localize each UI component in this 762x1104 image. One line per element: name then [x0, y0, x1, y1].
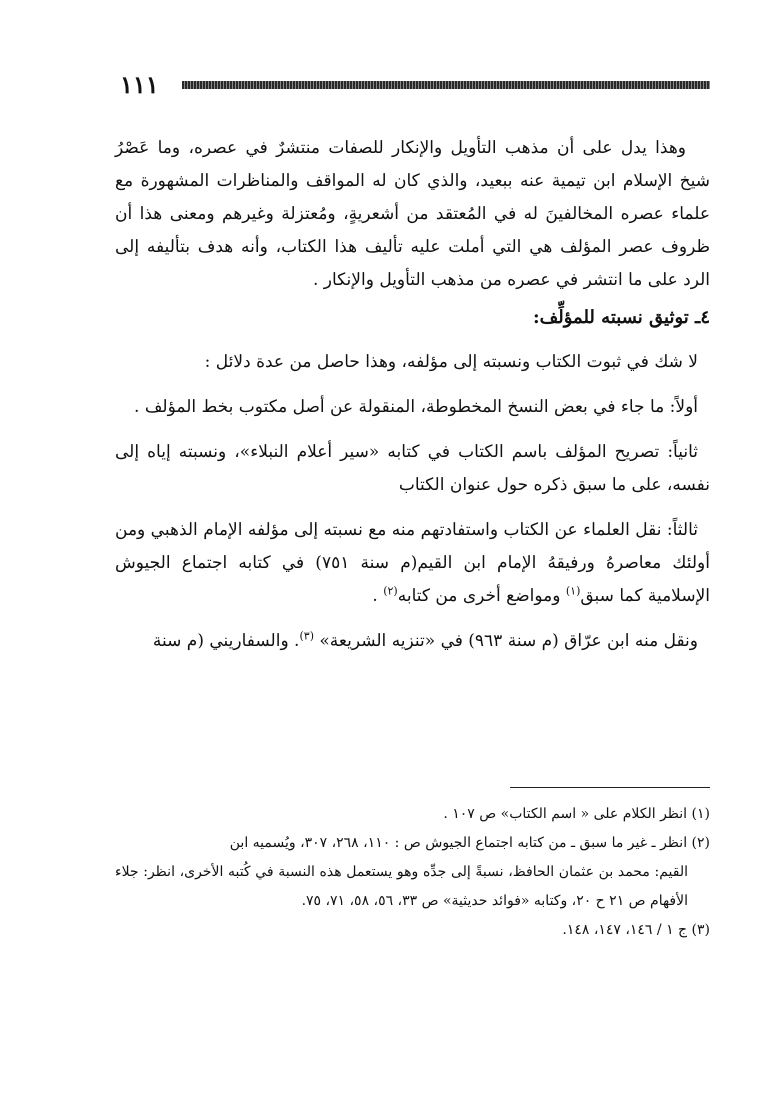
second-label: ثانياً: [667, 442, 698, 462]
paragraph-evidence-intro: لا شك في ثبوت الكتاب ونسبته إلى مؤلفه، وهذا حاصل من عدة دلائل : [204, 352, 698, 372]
first-text: ما جاء في بعض النسخ المخطوطة، المنقولة عن أصل مكتوب بخط المؤلف . [134, 397, 670, 417]
footnote-separator [510, 787, 710, 788]
footnote-3: (٣) ج ١ / ١٤٦، ١٤٧، ١٤٨. [562, 922, 710, 938]
ibn-arraq-text-b: . والسفاريني (م سنة [152, 631, 300, 651]
footnote-ref-3[interactable]: (٣) [299, 629, 314, 643]
third-text-a: نقل العلماء عن الكتاب واستفادتهم منه مع نسبته إلى مؤلفه الإمام الذهبي ومن أولئك معاصرهُ ورفيقهُ الإمام ابن القيم(م سنة ٧٥١) في كتابه اجتماع الجيوش الإسلامية كما سبق [115, 520, 710, 606]
page-number: ١١١ [120, 70, 159, 99]
third-text-c: . [372, 586, 384, 606]
third-label: ثالثاً: [666, 520, 698, 540]
footnote-2: (٢) انظر ـ غير ما سبق ـ من كتابه اجتماع الجيوش ص : ١١٠، ٢٦٨، ٣٠٧، ويُسميه ابن [229, 835, 710, 851]
paragraph-second-evidence [115, 436, 710, 502]
header-rule [182, 81, 710, 89]
paragraph-ibn-arraq [115, 625, 710, 658]
page-header [120, 70, 710, 100]
paragraph-first-evidence [115, 391, 710, 424]
ibn-arraq-text-a: ونقل منه ابن عرّاق (م سنة ٩٦٣) في «تنزيه الشريعة» [313, 631, 698, 651]
footnote-2-continued: القيم: محمد بن عثمان الحافظ، نسبةً إلى جدِّه وهو يستعمل هذه النسبة في كُتبه الأخرى، انظر: جلاء الأفهام ص ٢١ ح ٢٠، وكتابه «فوائد حديثية» ص ٣٣، ٥٦، ٥٨، ٧١، ٧٥. [115, 864, 688, 909]
second-text: تصريح المؤلف باسم الكتاب في كتابه «سير أعلام النبلاء»، ونسبته إياه إلى نفسه، على ما سبق ذكره حول عنوان الكتاب [115, 442, 710, 495]
third-text-b: ومواضع أخرى من كتابه [397, 586, 566, 606]
footnotes [115, 800, 710, 945]
paragraph-third-evidence [115, 514, 710, 613]
main-text [115, 132, 710, 658]
section-heading: ٤ـ توثيق نسبته للمؤلِّف: [533, 307, 710, 328]
footnote-ref-2[interactable]: (٢) [383, 584, 398, 598]
first-label: أولاً: [669, 397, 698, 417]
footnote-1: (١) انظر الكلام على « اسم الكتاب» ص ١٠٧ . [443, 806, 710, 822]
footnote-ref-1[interactable]: (١) [565, 584, 581, 598]
paragraph-intro: وهذا يدل على أن مذهب التأويل والإنكار للصفات منتشرٌ في عصره، وما عَصْرُ شيخ الإسلام ابن تيمية عنه ببعيد، والذي كان له المواقف والمناظرات المشهورة مع علماء عصره المخالفينَ له في المُعتقد من أشعريةٍ، ومُعتزلة وغيرهم ومعنى هذا أن ظروف عصر المؤلف هي التي أملت عليه تأليف هذا الكتاب، وأنه هدف بتأليفه إلى الرد على ما انتشر في عصره من مذهب التأويل والإنكار . [115, 138, 710, 290]
